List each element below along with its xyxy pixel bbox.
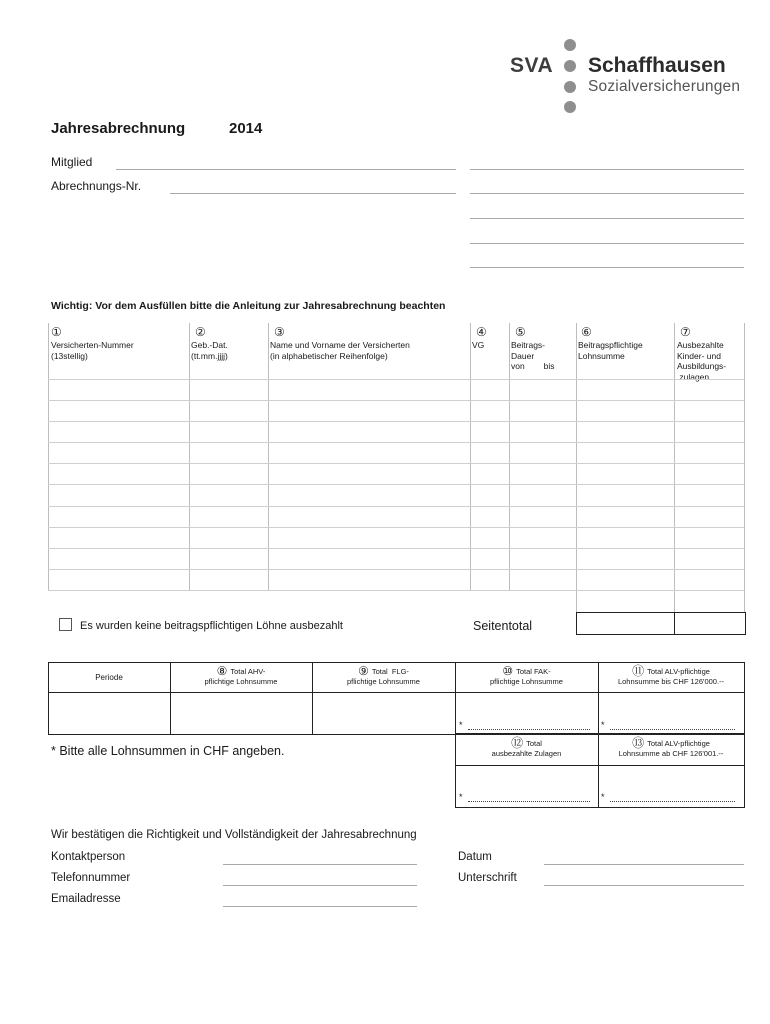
logo-name: Schaffhausen (588, 54, 726, 77)
total-flg-header: ⑨ Total FLG- pflichtige Lohnsumme (347, 664, 420, 686)
address-line-1[interactable] (470, 169, 744, 170)
table-row[interactable] (48, 527, 744, 528)
year: 2014 (229, 120, 263, 137)
logo-dot (564, 101, 576, 113)
asterisk: * (601, 792, 605, 802)
col-header-duration: ⑤ Beitrags- Dauer von bis (511, 325, 555, 371)
asterisk: * (601, 720, 605, 730)
total-allowances-header: ⑫ Total ausbezahlte Zulagen (491, 736, 562, 758)
logo-dot (564, 39, 576, 51)
no-wages-label: Es wurden keine beitragspflichtigen Löhne ausbezahlt (80, 620, 343, 632)
period-header: Periode (95, 673, 123, 682)
logo-dot (564, 81, 576, 93)
col-header-name: ③ Name und Vorname der Versicherten (in alphabetischer Reihenfolge) (270, 325, 410, 361)
total-fak-header: ⑩ Total FAK- pflichtige Lohnsumme (490, 664, 563, 686)
total-alv-above-header: ⑬ Total ALV-pflichtige Lohnsumme ab CHF 126'001.-- (618, 736, 724, 758)
col-header-allowances: ⑦ Ausbezahlte Kinder- und Ausbildungs- zulagen (677, 325, 727, 382)
total-flg-input[interactable] (313, 693, 455, 733)
account-no-label: Abrechnungs-Nr. (51, 179, 142, 193)
signature-field[interactable] (544, 885, 744, 886)
address-line-4[interactable] (470, 243, 744, 244)
chf-note: * Bitte alle Lohnsummen in CHF angeben. (51, 744, 285, 758)
total-alv-header: ⑪ Total ALV-pflichtige Lohnsumme bis CHF 126'000.-- (617, 664, 725, 686)
phone-field[interactable] (223, 885, 417, 886)
date-label: Datum (458, 851, 492, 863)
logo-subtitle: Sozialversicherungen (588, 78, 741, 95)
address-line-2[interactable] (470, 193, 744, 194)
total-ahv-header: ⑧ Total AHV- pflichtige Lohnsumme (204, 664, 278, 686)
total-allowances-input[interactable] (468, 801, 590, 802)
address-line-3[interactable] (470, 218, 744, 219)
period-input[interactable] (49, 693, 170, 733)
total-fak-input[interactable] (468, 729, 590, 730)
account-no-field[interactable] (170, 193, 456, 194)
signature-label: Unterschrift (458, 872, 517, 884)
address-line-5[interactable] (470, 267, 744, 268)
phone-label: Telefonnummer (51, 872, 131, 884)
table-row[interactable] (48, 463, 744, 464)
logo-abbr: SVA (510, 54, 554, 77)
contact-label: Kontaktperson (51, 851, 126, 863)
logo-dot (564, 60, 576, 72)
table-row[interactable] (48, 569, 744, 570)
asterisk: * (459, 792, 463, 802)
table-row[interactable] (48, 506, 744, 507)
col-header-wage-sum: ⑥ Beitragspflichtige Lohnsumme (578, 325, 643, 361)
total-alv-above-input[interactable] (610, 801, 735, 802)
table-row[interactable] (48, 379, 744, 380)
page-title: Jahresabrechnung (51, 120, 186, 137)
contact-field[interactable] (223, 864, 417, 865)
email-field[interactable] (223, 906, 417, 907)
confirmation-text: Wir bestätigen die Richtigkeit und Vollständigkeit der Jahresabrechnung (51, 829, 417, 841)
email-label: Emailadresse (51, 893, 121, 905)
date-field[interactable] (544, 864, 744, 865)
instruction-note: Wichtig: Vor dem Ausfüllen bitte die Anleitung zur Jahresabrechnung beachten (51, 300, 446, 312)
col-header-birthdate: ② Geb.-Dat. (tt.mm.jjjj) (191, 325, 228, 361)
table-row[interactable] (48, 442, 744, 443)
member-field[interactable] (116, 169, 456, 170)
page-total-box[interactable] (576, 612, 746, 635)
table-row[interactable] (48, 590, 744, 591)
total-ahv-input[interactable] (171, 693, 312, 733)
table-row[interactable] (48, 484, 744, 485)
table-row[interactable] (48, 548, 744, 549)
no-wages-checkbox[interactable] (59, 618, 72, 631)
table-row[interactable] (48, 400, 744, 401)
table-row[interactable] (48, 421, 744, 422)
col-header-vg: ④ VG (472, 325, 487, 350)
col-header-insured-number: ① Versicherten-Nummer (13stellig) (51, 325, 134, 361)
page-total-label: Seitentotal (473, 619, 533, 633)
total-alv-input[interactable] (610, 729, 735, 730)
asterisk: * (459, 720, 463, 730)
member-label: Mitglied (51, 155, 93, 169)
